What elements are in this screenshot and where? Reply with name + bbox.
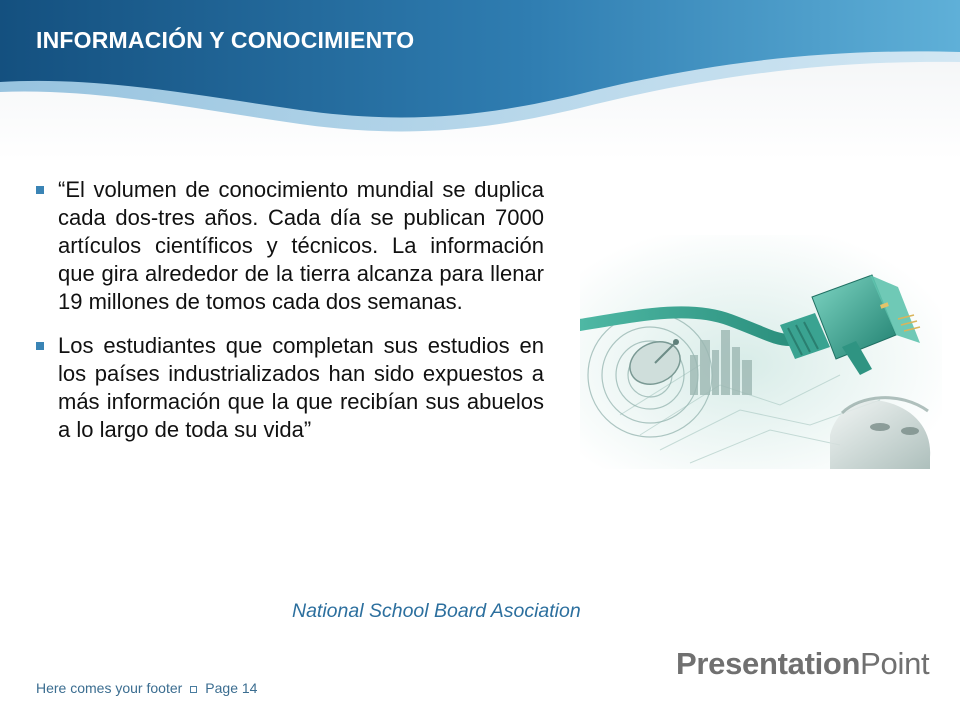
bullet-text: “El volumen de conocimiento mundial se duplica cada dos-tres años. Cada día se publican 7000 artículos científicos y técnicos. La información que gira alrededor de la tierra alcanza para llenar 19 millones de tomos cada dos semanas. [58,177,544,314]
bullet-text: Los estudiantes que completan sus estudios en los países industrializados han sido expuestos a más información que la que recibían sus abuelos a lo largo de toda su vida” [58,333,544,442]
bullet-item [36,332,544,444]
header-wave-band [0,0,960,160]
network-cable-illustration [580,235,942,469]
brand-logo-part1: Presentation [676,646,861,681]
source-attribution: National School Board Asociation [292,600,581,622]
brand-logo-part2: Point [860,646,930,681]
footer [36,680,257,696]
slide-title: INFORMACIÓN Y CONOCIMIENTO [36,27,415,53]
square-bullet-icon [36,332,58,361]
footer-text: Here comes your footer [36,680,183,696]
bullet-item [36,176,544,316]
page-number: Page 14 [205,680,258,696]
bullet-list [36,176,544,460]
footer-separator-icon [190,686,197,693]
brand-logo [676,646,929,682]
square-bullet-icon [36,176,58,205]
